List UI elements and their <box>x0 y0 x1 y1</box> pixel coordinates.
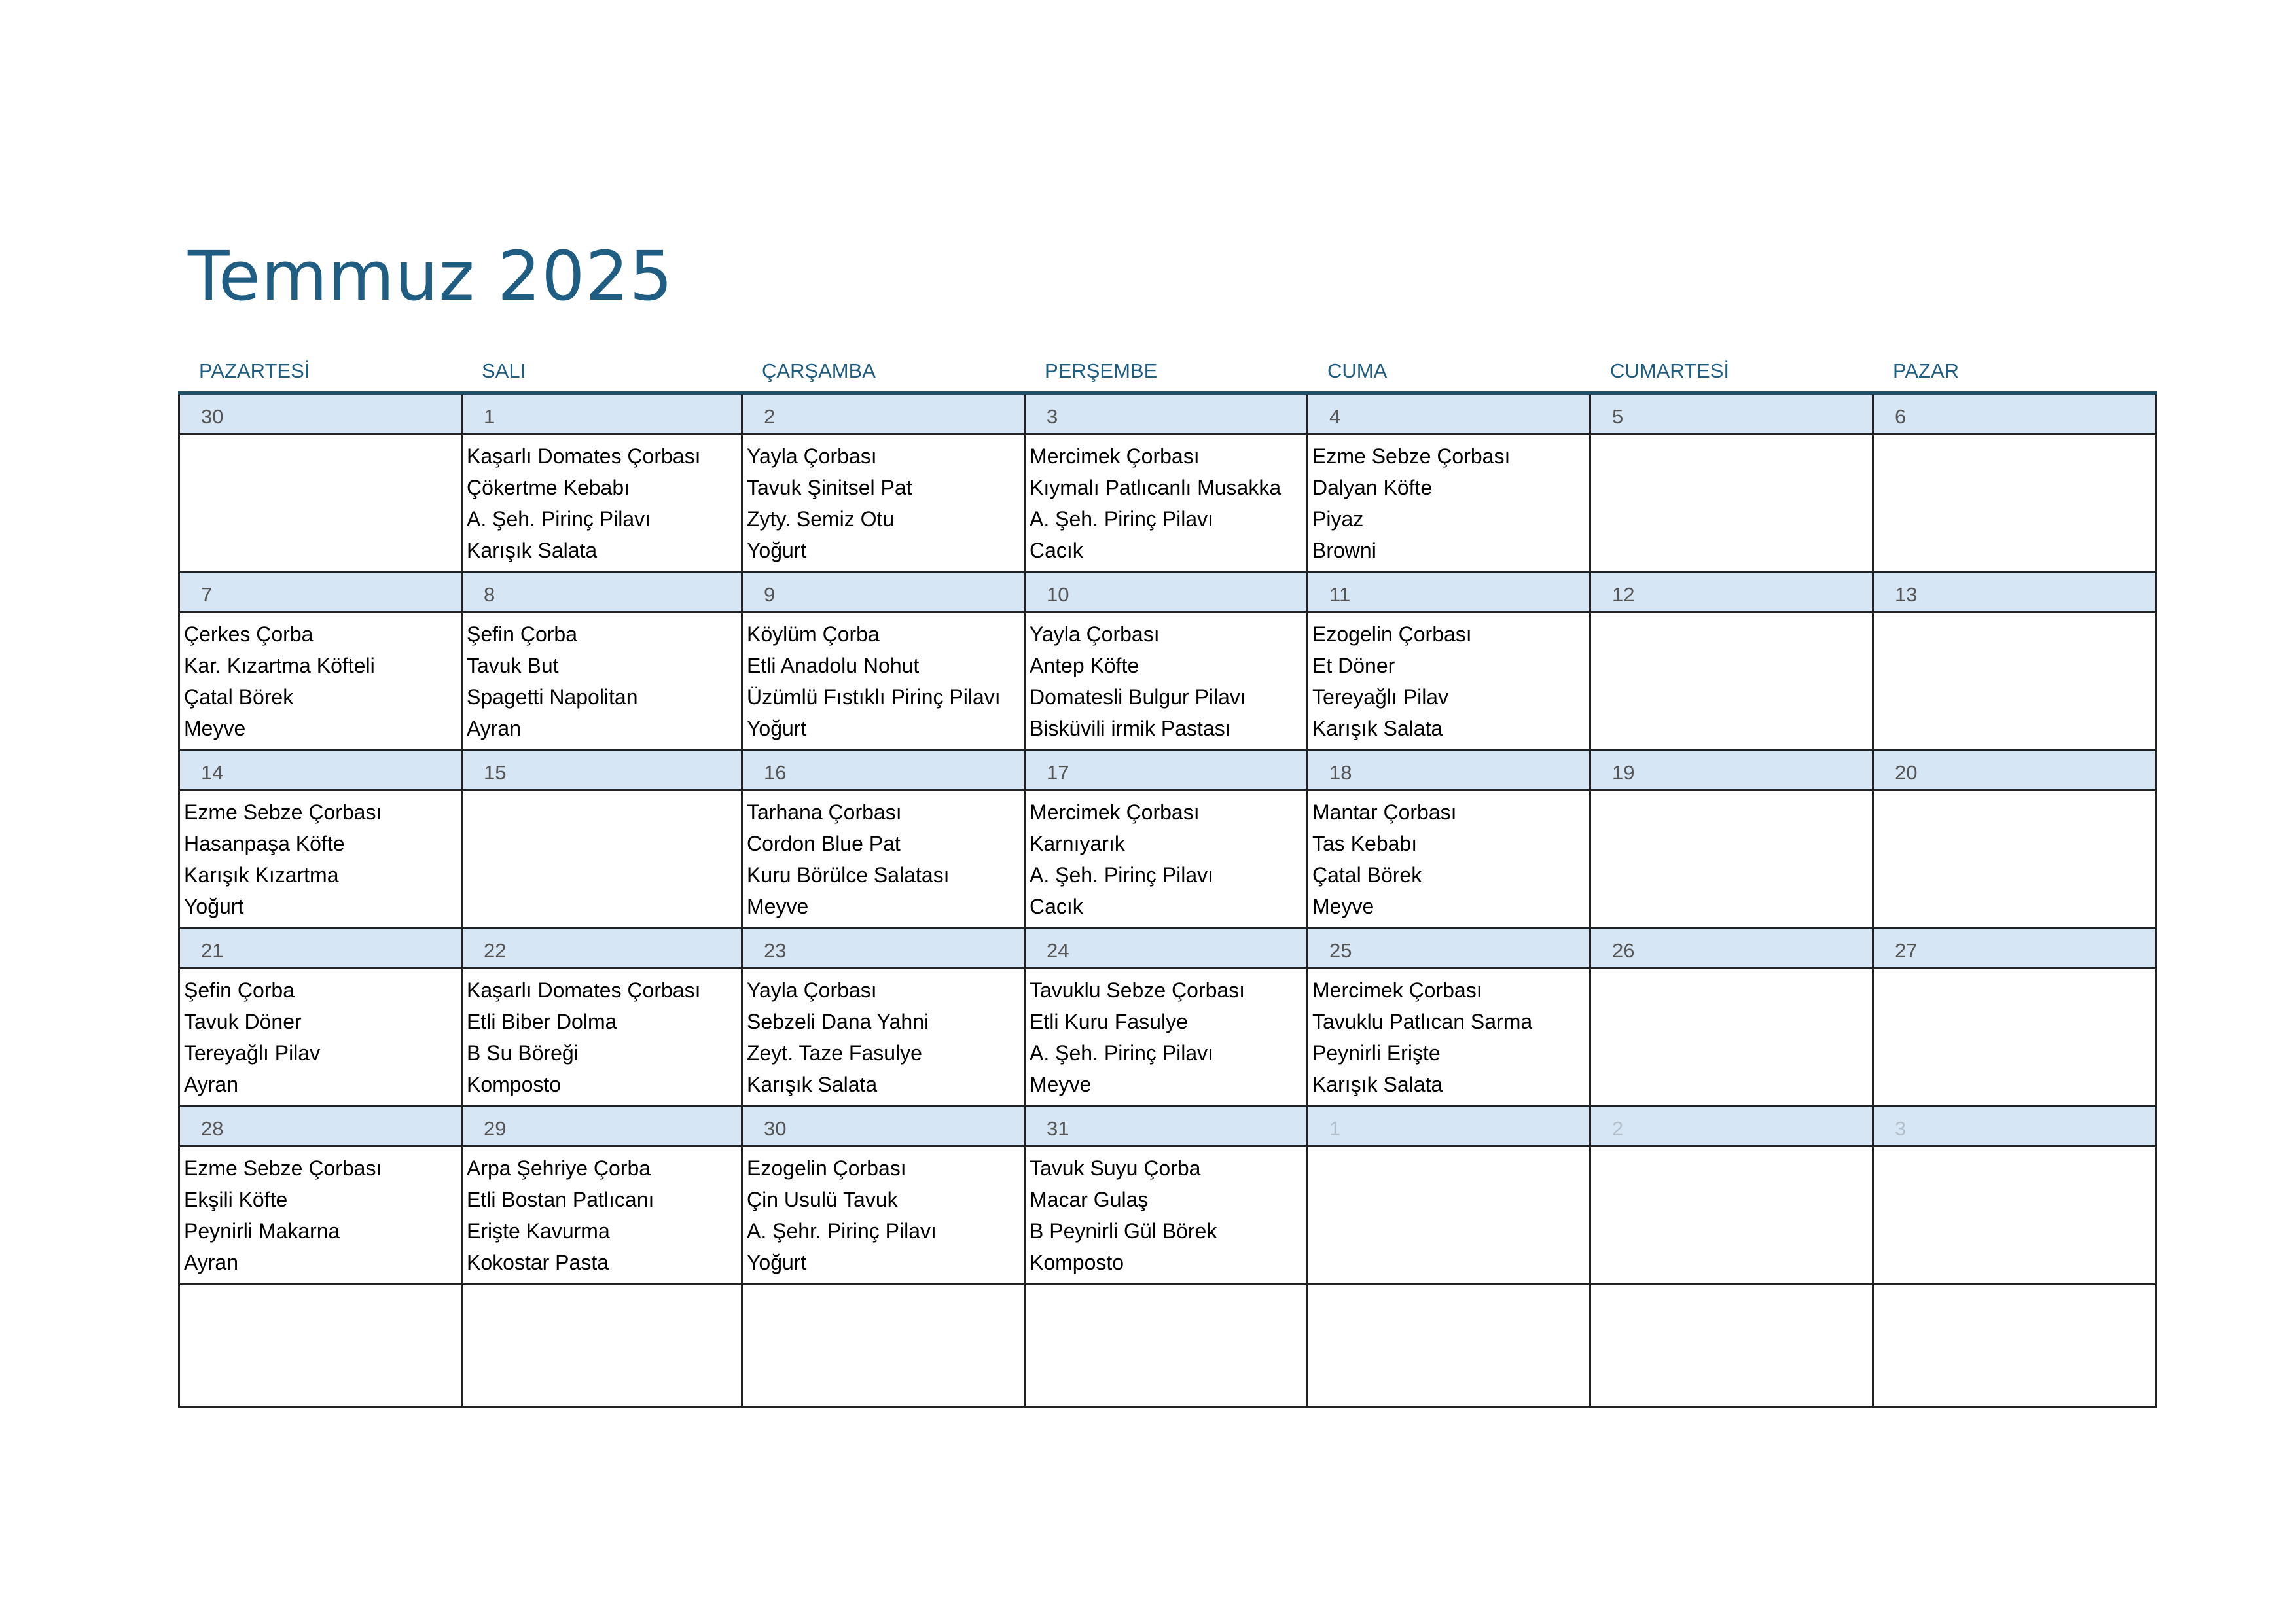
menu-list <box>1312 618 1588 744</box>
menu-list <box>1030 1152 1305 1278</box>
calendar-day-cell <box>1306 1107 1589 1285</box>
weekday-header: PAZAR <box>1893 359 1960 382</box>
menu-list <box>1030 618 1305 744</box>
menu-item: Sebzeli Dana Yahni <box>747 1010 929 1033</box>
calendar-day-cell <box>178 573 461 751</box>
menu-item: Karnıyarık <box>1030 832 1125 855</box>
date-band <box>743 929 1024 969</box>
menu-item: Şefin Çorba <box>467 622 577 646</box>
menu-item: Mercimek Çorbası <box>1312 978 1482 1002</box>
calendar-day-cell <box>1872 929 2157 1107</box>
menu-item: A. Şehr. Pirinç Pilavı <box>747 1219 937 1243</box>
date-band <box>463 1107 741 1147</box>
menu-item: Mercimek Çorbası <box>1030 800 1200 824</box>
menu-item: Karışık Salata <box>1312 1073 1443 1096</box>
menu-item: Spagetti Napolitan <box>467 685 638 709</box>
menu-item: Çin Usulü Tavuk <box>747 1188 898 1211</box>
menu-item: Tavuk Döner <box>184 1010 302 1033</box>
menu-item: Arpa Şehriye Çorba <box>467 1156 651 1180</box>
menu-item: Kaşarlı Domates Çorbası <box>467 444 701 468</box>
weekday-header: CUMARTESİ <box>1610 359 1730 382</box>
date-band <box>180 395 461 435</box>
menu-item: Tereyağlı Pilav <box>1312 685 1449 709</box>
menu-item: Kıymalı Patlıcanlı Musakka <box>1030 476 1282 499</box>
calendar-day-cell <box>1589 1107 1872 1285</box>
menu-item: Bisküvili irmik Pastası <box>1030 717 1231 740</box>
calendar-day-cell <box>1872 751 2157 929</box>
date-band <box>1874 929 2155 969</box>
date-band <box>1591 751 1872 791</box>
empty-calendar-cell <box>1306 1285 1589 1408</box>
menu-item: B Peynirli Gül Börek <box>1030 1219 1217 1243</box>
date-band <box>1026 395 1306 435</box>
menu-item: Çerkes Çorba <box>184 622 314 646</box>
menu-item: Zyty. Semiz Otu <box>747 507 895 531</box>
day-number: 21 <box>201 939 224 962</box>
day-number: 26 <box>1612 939 1635 962</box>
menu-item: Tavuk Şinitsel Pat <box>747 476 912 499</box>
day-number: 9 <box>764 583 776 606</box>
calendar-day-cell <box>1306 929 1589 1107</box>
menu-item: Meyve <box>1312 895 1374 918</box>
calendar-day-cell <box>1589 573 1872 751</box>
calendar-day-cell <box>178 1107 461 1285</box>
day-number: 28 <box>201 1117 224 1140</box>
day-number: 27 <box>1895 939 1918 962</box>
day-number: 30 <box>764 1117 787 1140</box>
day-number: 13 <box>1895 583 1918 606</box>
menu-item: Ezme Sebze Çorbası <box>1312 444 1511 468</box>
menu-item: Kar. Kızartma Köfteli <box>184 654 375 677</box>
calendar-day-cell <box>1306 751 1589 929</box>
menu-item: Ezme Sebze Çorbası <box>184 1156 382 1180</box>
day-number: 12 <box>1612 583 1635 606</box>
menu-list <box>1030 796 1305 922</box>
calendar-day-cell <box>178 395 461 573</box>
date-band <box>1308 573 1589 613</box>
date-band <box>1308 395 1589 435</box>
menu-item: Yoğurt <box>747 539 807 562</box>
weekday-header-row <box>178 353 2157 389</box>
menu-list <box>1312 974 1588 1100</box>
menu-item: A. Şeh. Pirinç Pilavı <box>467 507 651 531</box>
menu-item: Karışık Salata <box>467 539 598 562</box>
menu-item: A. Şeh. Pirinç Pilavı <box>1030 507 1213 531</box>
day-number: 19 <box>1612 761 1635 784</box>
day-number: 20 <box>1895 761 1918 784</box>
menu-list <box>467 1152 740 1278</box>
menu-item: Zeyt. Taze Fasulye <box>747 1041 922 1065</box>
menu-item: Tavuk But <box>467 654 559 677</box>
calendar-day-cell <box>1024 395 1306 573</box>
day-number: 31 <box>1047 1117 1069 1140</box>
empty-calendar-cell <box>178 1285 461 1408</box>
menu-item: Yayla Çorbası <box>747 444 877 468</box>
date-band <box>180 929 461 969</box>
day-number: 1 <box>484 405 495 428</box>
menu-item: Yoğurt <box>747 717 807 740</box>
day-number: 6 <box>1895 405 1907 428</box>
menu-item: Karışık Kızartma <box>184 863 339 887</box>
day-number: 22 <box>484 939 507 962</box>
menu-item: Mercimek Çorbası <box>1030 444 1200 468</box>
empty-calendar-cell <box>461 1285 741 1408</box>
date-band <box>1026 751 1306 791</box>
day-number: 25 <box>1329 939 1352 962</box>
day-number: 1 <box>1329 1117 1341 1140</box>
date-band <box>1874 395 2155 435</box>
date-band <box>1874 573 2155 613</box>
calendar-day-cell <box>461 395 741 573</box>
calendar-day-cell <box>461 1107 741 1285</box>
menu-item: Şefin Çorba <box>184 978 295 1002</box>
menu-item: Etli Anadolu Nohut <box>747 654 920 677</box>
calendar-day-cell <box>1872 395 2157 573</box>
calendar-day-cell <box>178 751 461 929</box>
date-band <box>743 395 1024 435</box>
day-number: 7 <box>201 583 213 606</box>
date-band <box>743 573 1024 613</box>
day-number: 2 <box>764 405 776 428</box>
date-band <box>1026 1107 1306 1147</box>
menu-item: Et Döner <box>1312 654 1395 677</box>
menu-list <box>467 618 740 744</box>
calendar-day-cell <box>1024 751 1306 929</box>
calendar-day-cell <box>1589 751 1872 929</box>
menu-list <box>467 974 740 1100</box>
calendar-day-cell <box>741 1107 1024 1285</box>
date-band <box>1874 1107 2155 1147</box>
menu-item: Browni <box>1312 539 1376 562</box>
weekday-header: PERŞEMBE <box>1045 359 1158 382</box>
date-band <box>463 395 741 435</box>
menu-item: Antep Köfte <box>1030 654 1139 677</box>
date-band <box>1591 929 1872 969</box>
calendar-day-cell <box>1024 573 1306 751</box>
date-band <box>1308 1107 1589 1147</box>
date-band <box>1591 573 1872 613</box>
date-band <box>1591 395 1872 435</box>
menu-list <box>747 1152 1022 1278</box>
date-band <box>1026 929 1306 969</box>
menu-item: Köylüm Çorba <box>747 622 880 646</box>
calendar-day-cell <box>461 751 741 929</box>
date-band <box>463 573 741 613</box>
menu-item: Kaşarlı Domates Çorbası <box>467 978 701 1002</box>
date-band <box>743 751 1024 791</box>
menu-item: Meyve <box>747 895 809 918</box>
menu-list <box>747 618 1022 744</box>
menu-item: Ayran <box>467 717 522 740</box>
day-number: 17 <box>1047 761 1069 784</box>
menu-item: Piyaz <box>1312 507 1364 531</box>
menu-item: Ayran <box>184 1251 239 1274</box>
day-number: 8 <box>484 583 495 606</box>
menu-item: Çatal Börek <box>184 685 294 709</box>
calendar-day-cell <box>1872 1107 2157 1285</box>
menu-item: Macar Gulaş <box>1030 1188 1149 1211</box>
empty-calendar-cell <box>741 1285 1024 1408</box>
menu-item: Ayran <box>184 1073 239 1096</box>
calendar-day-cell <box>178 929 461 1107</box>
calendar-day-cell <box>1589 395 1872 573</box>
date-band <box>1308 929 1589 969</box>
menu-item: Ekşili Köfte <box>184 1188 288 1211</box>
date-band <box>1874 751 2155 791</box>
menu-list <box>184 796 459 922</box>
menu-item: Tavuk Suyu Çorba <box>1030 1156 1201 1180</box>
calendar-day-cell <box>1306 395 1589 573</box>
menu-list <box>747 974 1022 1100</box>
empty-calendar-cell <box>1024 1285 1306 1408</box>
menu-item: Meyve <box>1030 1073 1092 1096</box>
day-number: 23 <box>764 939 787 962</box>
date-band <box>463 929 741 969</box>
day-number: 24 <box>1047 939 1069 962</box>
menu-item: Tas Kebabı <box>1312 832 1418 855</box>
day-number: 2 <box>1612 1117 1624 1140</box>
menu-item: Yayla Çorbası <box>747 978 877 1002</box>
day-number: 14 <box>201 761 224 784</box>
menu-item: Yoğurt <box>184 895 244 918</box>
menu-item: Erişte Kavurma <box>467 1219 610 1243</box>
menu-item: Peynirli Makarna <box>184 1219 340 1243</box>
menu-item: Kokostar Pasta <box>467 1251 609 1274</box>
weekday-header: ÇARŞAMBA <box>762 359 876 382</box>
menu-item: Ezogelin Çorbası <box>747 1156 906 1180</box>
menu-item: Cordon Blue Pat <box>747 832 901 855</box>
menu-item: Tereyağlı Pilav <box>184 1041 321 1065</box>
empty-calendar-cell <box>1589 1285 1872 1408</box>
menu-item: Kuru Börülce Salatası <box>747 863 950 887</box>
empty-calendar-cell <box>1872 1285 2157 1408</box>
day-number: 4 <box>1329 405 1341 428</box>
calendar-day-cell <box>741 573 1024 751</box>
menu-item: Tavuklu Patlıcan Sarma <box>1312 1010 1533 1033</box>
menu-list <box>184 618 459 744</box>
date-band <box>180 751 461 791</box>
menu-list <box>747 440 1022 566</box>
menu-item: Tarhana Çorbası <box>747 800 902 824</box>
menu-list <box>1030 440 1305 566</box>
menu-list <box>1312 440 1588 566</box>
menu-item: Ezme Sebze Çorbası <box>184 800 382 824</box>
menu-item: B Su Böreği <box>467 1041 579 1065</box>
calendar-grid <box>178 391 2157 1404</box>
menu-item: Cacık <box>1030 539 1083 562</box>
day-number: 3 <box>1047 405 1058 428</box>
weekday-header: CUMA <box>1327 359 1388 382</box>
day-number: 16 <box>764 761 787 784</box>
menu-item: Meyve <box>184 717 246 740</box>
day-number: 10 <box>1047 583 1069 606</box>
menu-item: Tavuklu Sebze Çorbası <box>1030 978 1246 1002</box>
day-number: 29 <box>484 1117 507 1140</box>
menu-list <box>747 796 1022 922</box>
menu-list <box>467 440 740 566</box>
menu-item: Etli Kuru Fasulye <box>1030 1010 1188 1033</box>
date-band <box>463 751 741 791</box>
menu-item: Yayla Çorbası <box>1030 622 1160 646</box>
date-band <box>180 1107 461 1147</box>
weekday-header: PAZARTESİ <box>199 359 310 382</box>
menu-item: Dalyan Köfte <box>1312 476 1433 499</box>
menu-item: Etli Bostan Patlıcanı <box>467 1188 655 1211</box>
calendar-day-cell <box>1024 929 1306 1107</box>
day-number: 11 <box>1329 583 1351 606</box>
menu-item: Etli Biber Dolma <box>467 1010 617 1033</box>
menu-item: Komposto <box>467 1073 562 1096</box>
menu-item: Ezogelin Çorbası <box>1312 622 1472 646</box>
menu-item: Hasanpaşa Köfte <box>184 832 345 855</box>
day-number: 30 <box>201 405 224 428</box>
date-band <box>1026 573 1306 613</box>
menu-item: Çökertme Kebabı <box>467 476 630 499</box>
menu-item: Yoğurt <box>747 1251 807 1274</box>
day-number: 18 <box>1329 761 1352 784</box>
day-number: 5 <box>1612 405 1624 428</box>
day-number: 15 <box>484 761 507 784</box>
calendar-day-cell <box>461 929 741 1107</box>
calendar-day-cell <box>1872 573 2157 751</box>
calendar-day-cell <box>1306 573 1589 751</box>
menu-list <box>1030 974 1305 1100</box>
menu-list <box>184 1152 459 1278</box>
menu-item: Cacık <box>1030 895 1083 918</box>
menu-list <box>1312 796 1588 922</box>
calendar-day-cell <box>461 573 741 751</box>
date-band <box>1308 751 1589 791</box>
menu-item: Mantar Çorbası <box>1312 800 1457 824</box>
menu-item: Üzümlü Fıstıklı Pirinç Pilavı <box>747 685 1001 709</box>
menu-item: A. Şeh. Pirinç Pilavı <box>1030 863 1213 887</box>
menu-item: Karışık Salata <box>747 1073 878 1096</box>
calendar-title: Temmuz 2025 <box>188 236 673 316</box>
calendar-day-cell <box>741 751 1024 929</box>
menu-item: Domatesli Bulgur Pilavı <box>1030 685 1246 709</box>
weekday-header: SALI <box>482 359 526 382</box>
day-number: 3 <box>1895 1117 1907 1140</box>
menu-item: Komposto <box>1030 1251 1124 1274</box>
calendar-day-cell <box>741 929 1024 1107</box>
date-band <box>180 573 461 613</box>
calendar-day-cell <box>741 395 1024 573</box>
date-band <box>743 1107 1024 1147</box>
calendar-day-cell <box>1589 929 1872 1107</box>
date-band <box>1591 1107 1872 1147</box>
menu-item: Çatal Börek <box>1312 863 1422 887</box>
menu-item: A. Şeh. Pirinç Pilavı <box>1030 1041 1213 1065</box>
menu-item: Peynirli Erişte <box>1312 1041 1441 1065</box>
calendar-day-cell <box>1024 1107 1306 1285</box>
menu-list <box>184 974 459 1100</box>
menu-item: Karışık Salata <box>1312 717 1443 740</box>
